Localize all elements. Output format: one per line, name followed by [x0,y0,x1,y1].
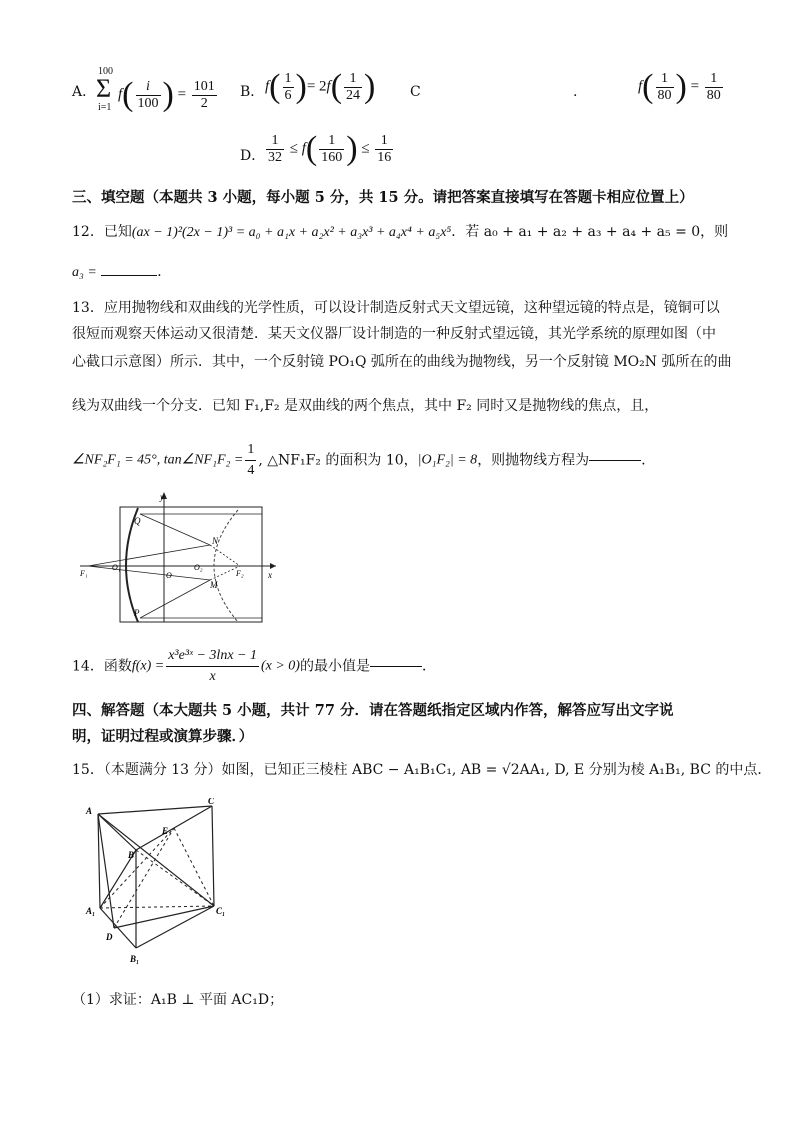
option-d-formula: $\frac{1}{32}$ ≤ f( $\frac{1}{160}$ ) ≤ $\frac{1}{16}$ [268,130,392,167]
q12-end: ． [157,264,172,280]
b-coef: = 2 [306,78,327,95]
label-F2: F₂ [236,569,244,578]
option-c-label: C [410,84,421,100]
q14-end: ． [421,658,436,675]
c-rhs-den: 80 [706,87,721,103]
label-O: O [166,571,172,580]
a-den: 100 [137,95,159,111]
label-M: M [210,580,218,590]
label-Q: Q [134,516,141,526]
c-num: 1 [656,71,674,88]
sum-lower: i=1 [98,102,112,113]
prism-figure [82,798,232,970]
d-den: 160 [321,149,343,165]
d-l-num: 1 [266,133,284,150]
b-den1: 6 [284,87,292,103]
label-A: A [86,806,93,816]
label-A1: A₁ [86,906,96,916]
option-c-dot: . [573,84,578,100]
q15-part1: （1）求证：A₁B ⊥ 平面 AC₁D； [72,992,284,1008]
label-F1: F₁ [80,569,88,578]
q12-line1 [72,222,728,243]
option-d-label: D． [240,148,266,164]
c-rhs-num: 1 [705,71,723,88]
label-E: E [162,826,169,836]
c-den: 80 [657,87,672,103]
q12-condition: ．若 a₀ + a₁ + a₂ + a₃ + a₄ + a₅ = 0，则 [451,224,729,240]
label-O1: O₁ [112,563,121,572]
label-B1: B₁ [130,954,140,964]
option-a-formula: 100 Σ i=1 f( $\frac{i}{100}$ ) = $\frac{101}{2}$ [96,66,215,113]
q15-text: 15．（本题满分 13 分）如图，已知正三棱柱 ABC − A₁B₁C₁, AB = √2AA₁, D, E 分别为棱 A₁B₁, BC 的中点． [72,762,772,778]
q13-area: , △NF₁F₂ 的面积为 10， [258,452,418,469]
q14-fx: f(x) = [131,658,165,674]
q13-angle: ∠NF₂F₁ = 45°, tan∠NF₁F₂ = [72,452,244,468]
q13-line4: 线为双曲线一个分支．已知 F₁,F₂ 是双曲线的两个焦点，其中 F₂ 同时又是抛物线的焦点，且， [72,398,659,414]
label-x: x [268,570,272,580]
q13-end: ． [641,452,656,469]
f-symbol: f [118,86,123,103]
label-P: P [134,608,140,618]
d-l-den: 32 [268,149,282,165]
label-y: y [160,492,164,502]
d-r-den: 16 [377,149,392,165]
q14-line [72,646,436,687]
a-rhs-num: 101 [193,78,215,94]
b-num1: 1 [284,70,292,86]
q14-num: x³e³ˣ − 3lnx − 1 [166,646,259,667]
label-O2: O₂ [194,563,203,572]
label-C: C [208,798,215,806]
q12-formula: (ax − 1)²(2x − 1)³ = a₀ + a₁x + a₂x² + a₃x³ + a₄x⁴ + a₅x⁵ [131,225,452,240]
q13-line5 [72,440,655,481]
label-N: N [212,536,219,546]
q13-line1: 13．应用抛物线和双曲线的光学性质，可以设计制造反射式天文望远镜，这种望远镜的特点是，镜铜可以 [72,300,720,316]
q13-frac-den: 4 [247,463,255,478]
q12-prefix: 12．已知 [72,224,132,240]
telescope-frame [120,507,262,622]
sum-upper: 100 [98,66,113,77]
q12-answer-blank[interactable] [101,275,157,276]
option-a-label: A． [72,84,97,100]
q14-den: x [209,669,216,684]
section4-heading-line1: 四、解答题（本大题共 5 小题，共计 77 分．请在答题纸指定区域内作答，解答应写出文字说 [72,702,674,719]
label-D: D [106,932,113,942]
d-r-num: 1 [375,133,393,150]
q13-line3: 心截口示意图）所示．其中，一个反射镜 PO₁Q 弧所在的曲线为抛物线，另一个反射镜 MO₂N 弧所在的曲 [72,354,732,370]
q12-answer-line [72,262,171,283]
q13-ask: ，则抛物线方程为 [477,452,590,469]
a-num: i [136,79,161,96]
q14-suffix: 的最小值是 [299,658,370,675]
section3-heading: 三、填空题（本题共 3 小题，每小题 5 分，共 15 分。请把答案直接填写在答题卡相应位置上） [72,189,694,206]
label-B: B [128,850,135,860]
q13-distance: |O₁F₂| = 8 [417,452,478,468]
q13-answer-blank[interactable] [589,460,641,461]
option-b-label: B． [240,84,265,100]
q14-answer-blank[interactable] [370,666,422,667]
telescope-figure [78,490,278,630]
option-b-formula: f( $\frac{1}{6}$ )= 2f( $\frac{1}{24}$ ) [265,68,376,105]
b-den2: 24 [346,87,361,103]
b-num2: 1 [344,71,362,88]
option-c-formula: f( $\frac{1}{80}$ ) = $\frac{1}{80}$ [638,68,721,105]
q12-answer-label: a₃ = [72,265,97,280]
q13-line2: 很短而观察天体运动又很清楚．某天文仪器厂设计制造的一种反射式望远镜，其光学系统的原理如图（中 [72,326,716,342]
q14-cond: (x > 0) [260,658,300,674]
a-rhs-den: 2 [200,95,208,111]
label-C1: C₁ [216,906,226,916]
q14-prefix: 14．函数 [72,658,132,675]
d-num: 1 [319,133,344,150]
sigma-symbol: Σ [96,74,112,103]
section4-heading-line2: 明，证明过程或演算步骤．） [72,728,254,745]
q13-frac-num: 1 [245,440,256,461]
